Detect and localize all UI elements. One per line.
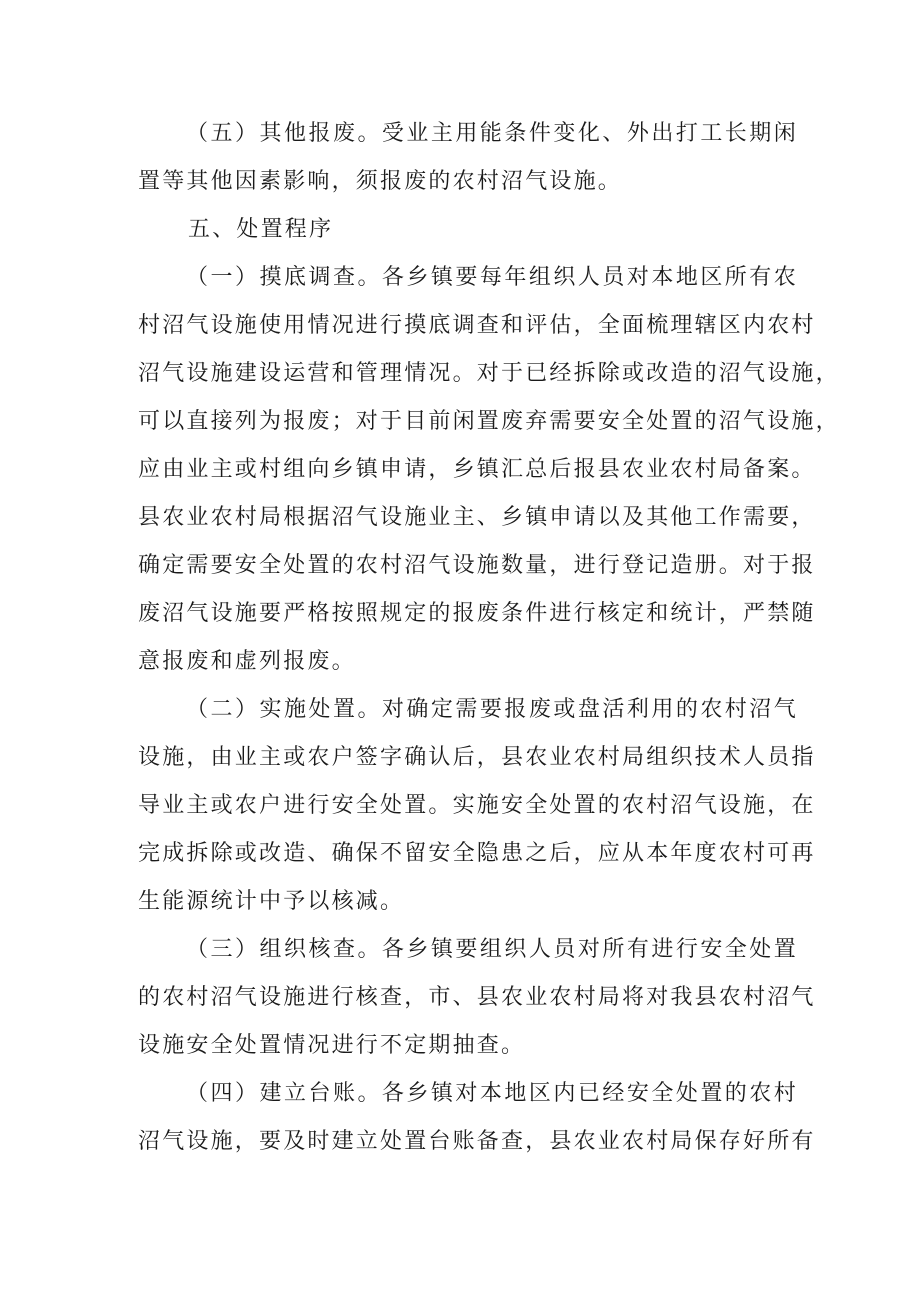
paragraph-2-line-4: 完成拆除或改造、确保不留安全隐患之后，应从本年度农村可再 — [138, 841, 816, 866]
paragraph-3-line-2: 的农村沼气设施进行核查，市、县农业农村局将对我县农村沼气 — [138, 985, 816, 1010]
paragraph-3-line-1: （三）组织核查。各乡镇要组织人员对所有进行安全处置 — [186, 937, 798, 962]
paragraph-1-line-4: 可以直接列为报废；对于目前闲置废弃需要安全处置的沼气设施， — [138, 409, 840, 434]
paragraph-1-line-1: （一）摸底调查。各乡镇要每年组织人员对本地区所有农 — [186, 265, 798, 290]
paragraph-1-line-5: 应由业主或村组向乡镇申请，乡镇汇总后报县农业农村局备案。 — [138, 457, 816, 482]
section-heading: 五、处置程序 — [188, 217, 334, 242]
paragraph-2-line-5: 生能源统计中予以核减。 — [138, 889, 405, 914]
paragraph-5-line-2: 置等其他因素影响，须报废的农村沼气设施。 — [138, 169, 623, 194]
paragraph-1-line-3: 沼气设施建设运营和管理情况。对于已经拆除或改造的沼气设施， — [138, 361, 840, 386]
paragraph-3-line-3: 设施安全处置情况进行不定期抽查。 — [138, 1033, 526, 1058]
paragraph-1-line-7: 确定需要安全处置的农村沼气设施数量，进行登记造册。对于报 — [138, 553, 816, 578]
paragraph-1-line-2: 村沼气设施使用情况进行摸底调查和评估，全面梳理辖区内农村 — [138, 313, 816, 338]
paragraph-1-line-9: 意报废和虚列报废。 — [138, 649, 356, 674]
paragraph-4-line-1: （四）建立台账。各乡镇对本地区内已经安全处置的农村 — [186, 1081, 798, 1106]
paragraph-2-line-1: （二）实施处置。对确定需要报废或盘活利用的农村沼气 — [186, 697, 798, 722]
paragraph-1-line-6: 县农业农村局根据沼气设施业主、乡镇申请以及其他工作需要， — [138, 505, 816, 530]
paragraph-2-line-2: 设施，由业主或农户签字确认后，县农业农村局组织技术人员指 — [138, 745, 816, 770]
paragraph-4-line-2: 沼气设施，要及时建立处置台账备查，县农业农村局保存好所有 — [138, 1129, 816, 1154]
paragraph-2-line-3: 导业主或农户进行安全处置。实施安全处置的农村沼气设施，在 — [138, 793, 816, 818]
paragraph-1-line-8: 废沼气设施要严格按照规定的报废条件进行核定和统计，严禁随 — [138, 601, 816, 626]
paragraph-5-line-1: （五）其他报废。受业主用能条件变化、外出打工长期闲 — [186, 121, 798, 146]
